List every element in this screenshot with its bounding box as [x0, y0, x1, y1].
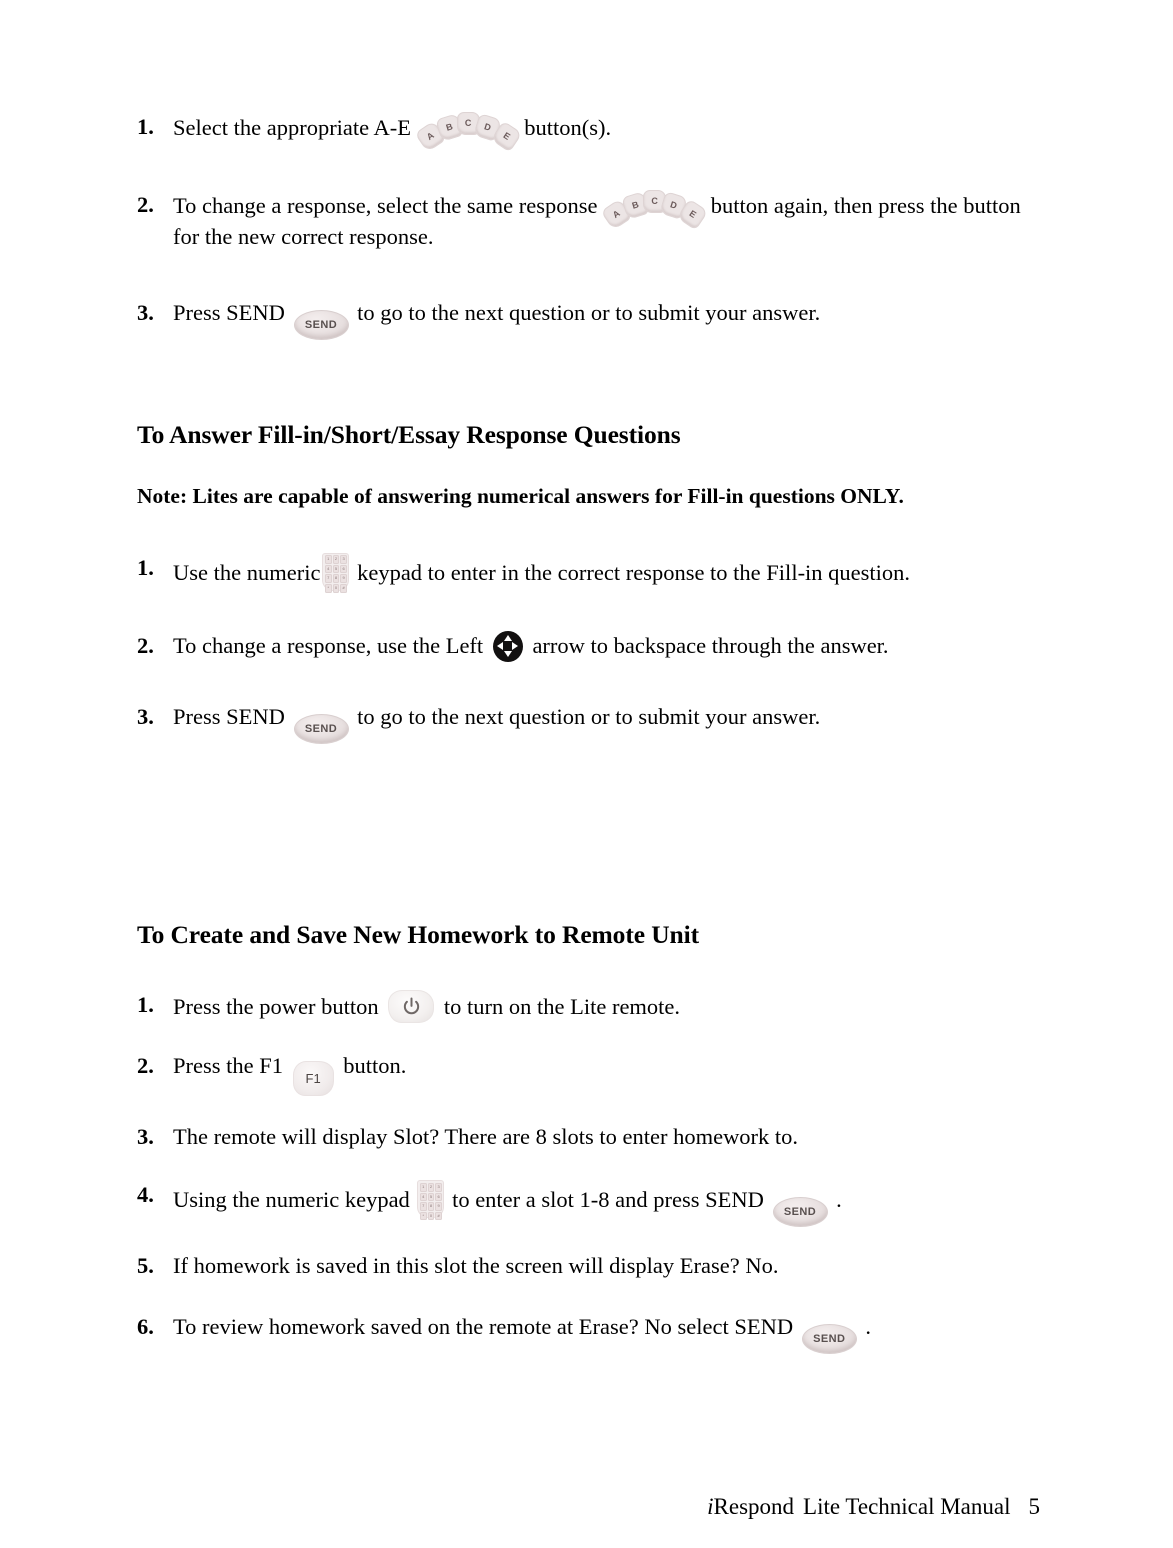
keypad-key: 6: [340, 565, 347, 574]
section-multiple-choice-steps: [137, 112, 1037, 340]
step-text: The remote will display Slot? There are 8 slots to enter homework to.: [173, 1124, 799, 1150]
dpad-icon: [493, 631, 523, 662]
step-list: [137, 112, 1037, 340]
step-number: 4.: [137, 1182, 154, 1208]
send-button-icon: SEND: [773, 1197, 828, 1227]
step-list: [137, 553, 1037, 744]
answer-keys-a-e-icon: [605, 190, 703, 222]
answer-key-d-icon: D: [473, 113, 502, 142]
step-list: [137, 990, 1037, 1354]
step-number: 3.: [137, 300, 154, 326]
answer-key-b-icon: B: [621, 191, 650, 220]
step-number: 3.: [137, 1124, 154, 1150]
keypad-key: 5: [428, 1193, 435, 1202]
keypad-key: *: [420, 1212, 427, 1221]
step-number: 2.: [137, 192, 154, 217]
step-number: 1.: [137, 114, 154, 139]
keypad-key: 4: [420, 1193, 427, 1202]
keypad-key: 7: [325, 574, 332, 583]
keypad-key: 0: [428, 1212, 435, 1221]
arrow-up-icon: [504, 635, 512, 641]
arrow-left-icon: [497, 642, 503, 650]
step-item: [137, 702, 1037, 744]
keypad-key: 2: [428, 1183, 435, 1192]
keypad-key: *: [325, 584, 332, 593]
step-item: [137, 190, 1037, 252]
step-item: [137, 1051, 1037, 1096]
send-button-icon: SEND: [294, 714, 349, 744]
step-text: If homework is saved in this slot the screen will display Erase? No.: [173, 1253, 779, 1279]
keypad-key: 0: [333, 584, 340, 593]
page-footer: [707, 1494, 1040, 1520]
section-heading-create-save: To Create and Save New Homework to Remote Unit: [137, 920, 699, 949]
numeric-keypad-icon: [322, 553, 349, 591]
arrow-right-icon: [512, 642, 518, 650]
keypad-key: 4: [325, 565, 332, 574]
step-item: [137, 1122, 1037, 1152]
step-number: 5.: [137, 1253, 154, 1279]
keypad-key: 9: [340, 574, 347, 583]
answer-keys-a-e-icon: [419, 112, 517, 144]
answer-key-d-icon: D: [659, 191, 688, 220]
step-item: [137, 990, 1037, 1023]
step-number: 1.: [137, 992, 154, 1018]
footer-title: Lite Technical Manual: [803, 1494, 1011, 1519]
step-number: 3.: [137, 703, 154, 729]
keypad-key: 7: [420, 1202, 427, 1211]
section-fill-in-short-essay: [137, 420, 1037, 744]
keypad-key: 6: [435, 1193, 442, 1202]
step-text: To change a response, use the Left arrow to backspace through the answer.: [173, 633, 889, 658]
answer-key-e-icon: E: [677, 199, 709, 231]
answer-key-e-icon: E: [490, 121, 522, 153]
footer-brand-initial: i: [707, 1494, 714, 1519]
step-text: To review homework saved on the remote at Erase? No select SEND SEND .: [173, 1314, 871, 1339]
answer-key-b-icon: B: [435, 113, 464, 142]
power-icon: [388, 990, 434, 1023]
step-item: [137, 553, 1037, 591]
step-item: [137, 1312, 1037, 1354]
keypad-key: 1: [420, 1183, 427, 1192]
step-number: 6.: [137, 1313, 154, 1339]
step-text: Press the F1 F1 button.: [173, 1053, 406, 1078]
keypad-key: 1: [325, 555, 332, 564]
section-create-save-homework: [137, 920, 1037, 1354]
section-heading-fill-in: To Answer Fill-in/Short/Essay Response Questions: [137, 420, 681, 449]
numeric-keypad-icon: [417, 1180, 444, 1218]
step-text: Press the power button to turn on the Lite remote.: [173, 994, 680, 1019]
keypad-key: #: [435, 1212, 442, 1221]
answer-key-a-icon: A: [414, 121, 446, 153]
step-text: Select the appropriate A-E A B C D E button(s).: [173, 115, 611, 140]
step-item: [137, 112, 1037, 144]
answer-key-c-icon: C: [643, 190, 666, 213]
step-number: 2.: [137, 1053, 154, 1079]
keypad-key: 2: [333, 555, 340, 564]
step-text: Press SEND SEND to go to the next question or to submit your answer.: [173, 704, 820, 729]
answer-key-c-icon: C: [457, 112, 480, 135]
step-text: To change a response, select the same response A B C D E button again, then press the button for the new correct response.: [173, 193, 1021, 249]
keypad-key: 9: [435, 1202, 442, 1211]
keypad-key: #: [340, 584, 347, 593]
step-text: Press SEND SEND to go to the next question or to submit your answer.: [173, 300, 820, 325]
step-item: [137, 1180, 1037, 1227]
answer-key-a-icon: A: [601, 199, 633, 231]
f1-button-icon: F1: [293, 1061, 334, 1096]
footer-brand-rest: Respond: [713, 1494, 795, 1519]
step-item: [137, 298, 1037, 340]
keypad-key: 8: [428, 1202, 435, 1211]
step-number: 1.: [137, 554, 154, 580]
keypad-key: 3: [435, 1183, 442, 1192]
step-text: Use the numeric 1 2 3 4 5 6 7 8 9 * 0 # keypad to enter in the correct response to the Fill-in question.: [173, 560, 910, 585]
step-item: [137, 1251, 1037, 1281]
keypad-key: 5: [333, 565, 340, 574]
keypad-key: 3: [340, 555, 347, 564]
send-button-icon: SEND: [294, 310, 349, 340]
keypad-key: 8: [333, 574, 340, 583]
arrow-down-icon: [504, 651, 512, 657]
footer-page-number: 5: [1028, 1494, 1040, 1519]
send-button-icon: SEND: [802, 1324, 857, 1354]
note-fill-in: Note: Lites are capable of answering numerical answers for Fill-in questions ONLY.: [137, 484, 904, 509]
step-item: [137, 631, 1037, 662]
step-text: Using the numeric keypad 1 2 3 4 5 6 7 8 9 * 0 # to enter a slot 1-8 and press SEND SEND .: [173, 1187, 842, 1212]
step-number: 2.: [137, 632, 154, 658]
